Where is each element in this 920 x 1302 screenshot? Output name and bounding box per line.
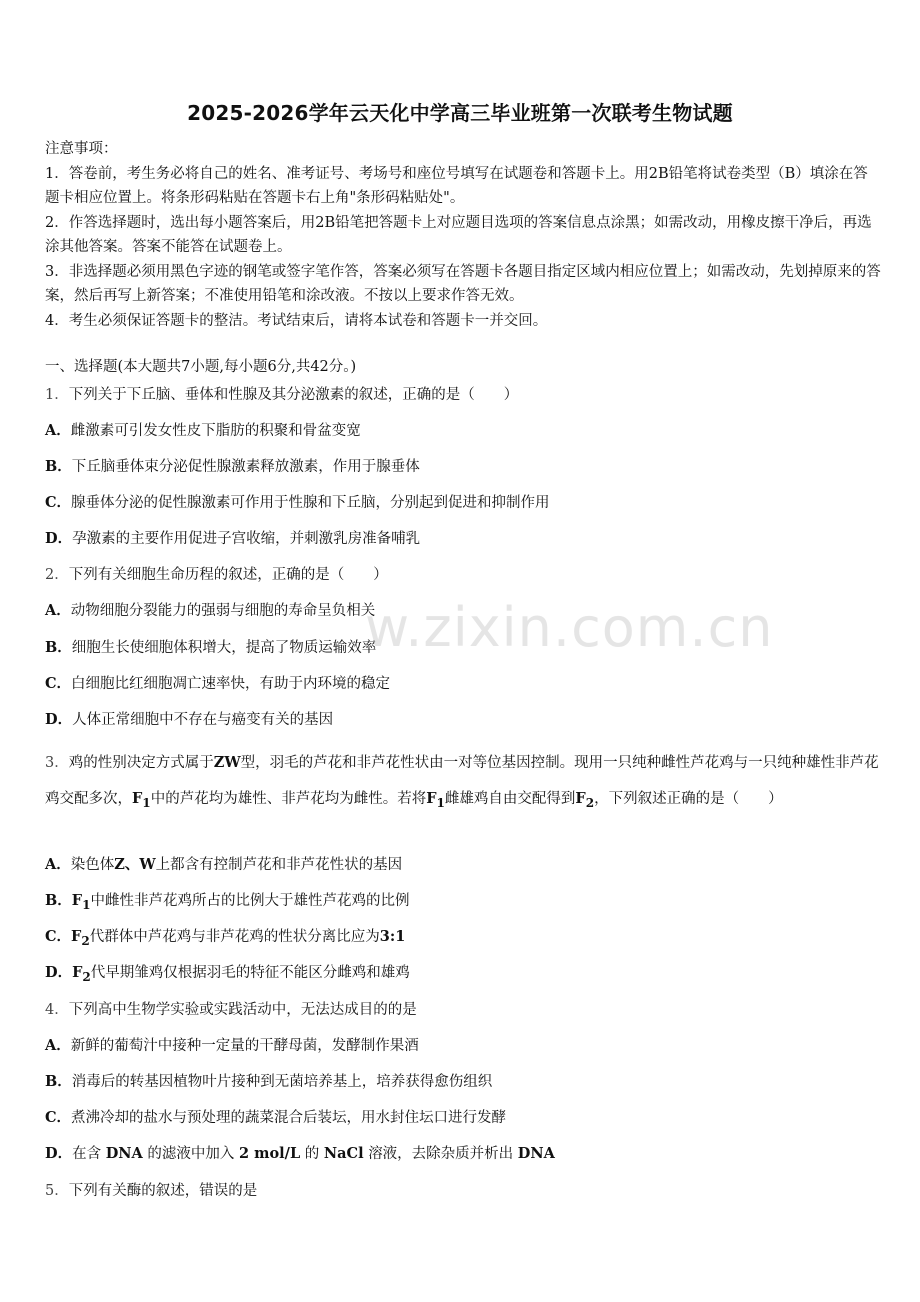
generation-label	[71, 928, 90, 948]
question-1-option-c	[45, 492, 881, 514]
option-letter: D．	[45, 711, 73, 728]
option-text: 腺垂体分泌的促性腺激素可作用于性腺和下丘脑，分别起到促进和抑制作用	[71, 495, 550, 511]
option-letter: C．	[45, 675, 72, 692]
option-text: Z、W	[114, 856, 156, 873]
question-1-option-a	[45, 420, 881, 442]
option-letter: B．	[45, 458, 72, 475]
generation-letter: F	[575, 790, 586, 807]
question-number: 1．	[45, 387, 69, 403]
option-text: 溶液，去除杂质并析出	[368, 1146, 514, 1162]
note-item-1: 1．答卷前，考生务必将自己的姓名、准考证号、考场号和座位号填写在试题卷和答题卡上。用2B铅笔将试卷类型（B）填涂在答题卡相应位置上。将条形码粘贴在答题卡右上角"条形码粘贴处"。	[45, 165, 868, 206]
question-text: 中的芦花均为雄性、非芦花均为雌性。若将	[150, 791, 427, 807]
question-2-option-a	[45, 600, 881, 622]
option-letter: B．	[45, 639, 72, 656]
generation-letter: F	[132, 790, 143, 807]
option-text: 新鲜的葡萄汁中接种一定量的干酵母菌，发酵制作果酒	[70, 1038, 419, 1054]
question-3-option-a	[45, 854, 881, 876]
option-text: NaCl	[323, 1145, 364, 1162]
question-3-option-d	[45, 962, 881, 988]
question-number: 2．	[45, 567, 69, 583]
section-header: 一、选择题(本大题共7小题,每小题6分,共42分。)	[45, 359, 357, 375]
option-letter: A．	[45, 422, 71, 439]
question-2-option-d	[45, 709, 881, 731]
option-text: 在含	[72, 1146, 102, 1162]
option-text: 动物细胞分裂能力的强弱与细胞的寿命呈负相关	[70, 603, 376, 619]
question-number: 4．	[45, 1002, 69, 1018]
option-text: 白细胞比红细胞凋亡速率快，有助于内环境的稳定	[71, 676, 391, 692]
question-3-option-c	[45, 926, 881, 952]
question-4-option-b	[45, 1071, 881, 1093]
question-4-option-d	[45, 1143, 881, 1165]
exam-title: 2025-2026学年云天化中学高三毕业班第一次联考生物试题	[187, 101, 733, 125]
option-text: DNA	[105, 1145, 143, 1162]
generation-letter: F	[71, 892, 83, 909]
question-number: 5．	[45, 1183, 69, 1199]
option-letter: C．	[45, 1109, 72, 1126]
notes-block	[45, 137, 881, 333]
question-1-option-b	[45, 456, 881, 478]
option-letter: A．	[45, 1037, 71, 1054]
generation-label	[71, 892, 91, 912]
question-3-option-b	[45, 890, 881, 916]
option-text: 染色体	[70, 857, 115, 873]
question-text: 鸡的性别决定方式属于	[68, 755, 214, 771]
question-text: 下列关于下丘脑、垂体和性腺及其分泌激素的叙述，正确的是（ ）	[68, 387, 519, 403]
generation-subscript: 2	[81, 933, 90, 948]
option-text: 上都含有控制芦花和非芦花性状的基因	[155, 857, 403, 873]
option-text: 2 mol/L	[239, 1145, 301, 1162]
question-1-stem	[45, 384, 881, 406]
question-number: 3．	[45, 755, 69, 771]
question-text: 下列有关酶的叙述，错误的是	[68, 1183, 258, 1199]
generation-subscript: 1	[82, 897, 91, 912]
option-text: 下丘脑垂体束分泌促性腺激素释放激素，作用于腺垂体	[71, 459, 420, 475]
option-letter: B．	[45, 1073, 72, 1090]
question-2-stem	[45, 564, 881, 586]
question-text: 下列有关细胞生命历程的叙述，正确的是（ ）	[68, 567, 388, 583]
generation-label	[72, 964, 91, 984]
question-3-stem	[45, 745, 881, 821]
generation-label	[132, 790, 151, 810]
option-text: 孕激素的主要作用促进子宫收缩，并刺激乳房准备哺乳	[72, 531, 421, 547]
option-letter: C．	[45, 928, 72, 945]
option-text: 的滤液中加入	[147, 1146, 235, 1162]
question-1-option-d	[45, 528, 881, 550]
question-text: ZW	[213, 754, 241, 771]
ratio-value: 3:1	[379, 928, 406, 945]
generation-letter: F	[72, 964, 83, 981]
option-text: 代早期雏鸡仅根据羽毛的特征不能区分雌鸡和雄鸡	[90, 965, 410, 981]
generation-label	[575, 790, 595, 810]
generation-letter: F	[426, 790, 437, 807]
question-text: 雌雄鸡自由交配得到	[444, 791, 576, 807]
generation-letter: F	[71, 928, 82, 945]
option-text: 细胞生长使细胞体积增大，提高了物质运输效率	[71, 640, 377, 656]
question-4-stem	[45, 999, 881, 1021]
option-text: DNA	[517, 1145, 555, 1162]
note-item-2: 2．作答选择题时，选出每小题答案后，用2B铅笔把答题卡上对应题目选项的答案信息点涂黑；如需改动，用橡皮擦干净后，再选涂其他答案。答案不能答在试题卷上。	[45, 214, 872, 255]
question-2-option-b	[45, 637, 881, 659]
question-text: 型，羽毛的芦花和非芦花性状由一对等位基因控制。现用一只纯种雌性芦花鸡与一只纯种雄性非芦花鸡交配多次，	[45, 755, 879, 807]
option-text: 雌激素可引发女性皮下脂肪的积聚和骨盆变宽	[70, 423, 361, 439]
note-item-3: 3．非选择题必须用黑色字迹的钢笔或签字笔作答，答案必须写在答题卡各题目指定区域内相应位置上；如需改动，先划掉原来的答案，然后再写上新答案；不准使用铅笔和涂改液。不按以上要求作答无效。	[45, 263, 881, 304]
option-letter: D．	[45, 530, 73, 547]
question-text: 下列高中生物学实验或实践活动中，无法达成目的的是	[68, 1002, 417, 1018]
generation-subscript: 1	[142, 795, 151, 810]
question-4-option-a	[45, 1035, 881, 1057]
question-2-option-c	[45, 673, 881, 695]
notes-heading: 注意事项：	[45, 141, 118, 157]
question-5-stem	[45, 1180, 881, 1202]
question-text: ，下列叙述正确的是（ ）	[594, 791, 783, 807]
option-letter: B．	[45, 892, 72, 909]
option-text: 中雌性非芦花鸡所占的比例大于雄性芦花鸡的比例	[90, 893, 410, 909]
option-text: 消毒后的转基因植物叶片接种到无菌培养基上，培养获得愈伤组织	[71, 1074, 493, 1090]
generation-label	[426, 790, 445, 810]
option-letter: A．	[45, 856, 71, 873]
generation-subscript: 2	[82, 969, 91, 984]
generation-subscript: 2	[585, 795, 595, 810]
option-letter: D．	[45, 964, 73, 981]
option-text: 人体正常细胞中不存在与癌变有关的基因	[72, 712, 334, 728]
note-item-4: 4．考生必须保证答题卡的整洁。考试结束后，请将本试卷和答题卡一并交回。	[45, 312, 548, 329]
option-text: 代群体中芦花鸡与非芦花鸡的性状分离比应为	[89, 929, 380, 945]
generation-subscript: 1	[436, 795, 445, 810]
option-letter: D．	[45, 1145, 73, 1162]
option-text: 的	[304, 1146, 320, 1162]
watermark: w.zixin.com.cn	[365, 596, 774, 659]
option-letter: A．	[45, 602, 71, 619]
option-letter: C．	[45, 494, 72, 511]
question-4-option-c	[45, 1107, 881, 1129]
option-text: 煮沸冷却的盐水与预处理的蔬菜混合后装坛，用水封住坛口进行发酵	[71, 1110, 507, 1126]
